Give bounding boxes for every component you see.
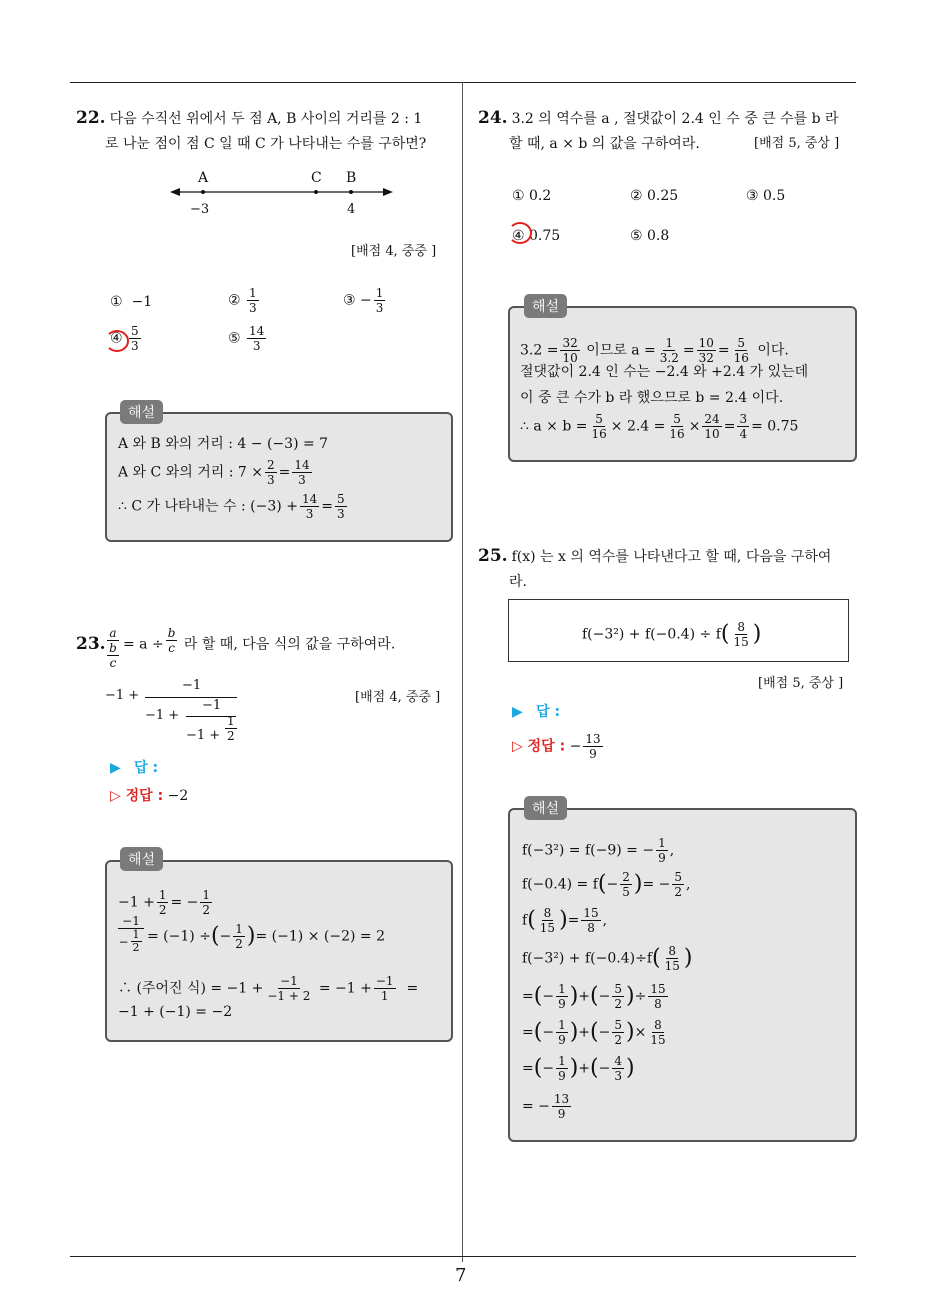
tick-b-label: 4: [347, 202, 356, 217]
q24-sol-line2: 절댓값이 2.4 인 수는 −2.4 와 +2.4 가 있는데: [520, 364, 809, 380]
q22-answer-circle-mark: [105, 330, 129, 352]
q24-sol-line1: 3.2 = $\frac{32}{10}$ 이므로 a = $\frac{1}{3.2}$ = $\frac{10}{32}$ = $\frac{5}{16}$ 이다.: [520, 336, 789, 365]
q23-sol-line2: = (−1) ÷(− $\frac{1}{2}$ )= (−1) × (−2) = 2: [147, 922, 385, 951]
q24-sol-line3: 이 중 큰 수가 b 라 했으므로 b = 2.4 이다.: [520, 390, 784, 406]
q24-answer-circle-mark: [508, 222, 532, 244]
q25-sol-line5: =(− $\frac{1}{9}$ )+(− $\frac{5}{2}$ )÷ $\frac{15}{8}$: [522, 982, 666, 1011]
q22-choice-2[interactable]: ② $\frac{1}{3}$: [228, 286, 257, 315]
point-a-label: A: [198, 170, 209, 186]
q24-choice-2[interactable]: ② 0.25: [630, 188, 679, 204]
q24-choice-4[interactable]: ④ 0.75: [512, 228, 561, 244]
q25-score: [배점 5, 중상 ]: [758, 676, 844, 691]
q23-answer-row[interactable]: ▶ 답 :: [110, 760, 159, 776]
q22-choice-4[interactable]: ④ $\frac{5}{3}$: [110, 324, 139, 353]
q24-choice-1[interactable]: ① 0.2: [512, 188, 552, 204]
point-c-dot: [314, 190, 318, 194]
top-rule: [70, 82, 856, 83]
q22-sol-line1: A 와 B 와의 거리 : 4 − (−3) = 7: [118, 436, 329, 452]
q22-line1: [76, 108, 422, 129]
number-line-left-arrow: [170, 188, 180, 196]
q25-sol-line8: = − $\frac{13}{9}$: [522, 1092, 570, 1121]
q24-sol-line4: ∴ a × b = $\frac{5}{16}$ × 2.4 = $\frac{5}{16}$ × $\frac{24}{10}$ = $\frac{3}{4}$ = 0.75: [520, 412, 799, 441]
q23-expr-n1: −1: [182, 678, 202, 693]
q22-line2: 로 나눈 점이 점 C 일 때 C 가 나타내는 수를 구하면?: [105, 136, 427, 152]
q25-expression: f(−3²) + f(−0.4) ÷ f( $\frac{8}{15}$ ): [582, 620, 762, 649]
q23-expr-frac3: $\frac{1}{2}$: [227, 714, 235, 743]
q25-sol-line3: f( $\frac{8}{15}$ )= $\frac{15}{8}$ ,: [522, 906, 608, 935]
page-number: 7: [455, 1265, 467, 1286]
q25-sol-line1: f(−3²) = f(−9) = − $\frac{1}{9}$ ,: [522, 836, 675, 865]
q24-solution-tag: 해설: [524, 294, 567, 318]
number-line-right-arrow: [383, 188, 393, 196]
q22-sol-line2: A 와 C 와의 거리 : 7 × $\frac{2}{3}$ = $\frac{14}{3}$: [118, 458, 310, 487]
q23-expr-n2: −1: [202, 698, 222, 713]
q22-score: [배점 4, 중중 ]: [351, 244, 437, 259]
q23-expr-bar1: [145, 697, 237, 698]
q23-sol-nested-fraction: −1 − $\frac{1}{2}$: [118, 914, 144, 954]
column-divider: [462, 82, 463, 1262]
q22-choice-1[interactable]: ① −1: [110, 294, 153, 310]
q22-number: 22.: [76, 108, 106, 128]
q24-line2: 할 때, a × b 의 값을 구하여라.: [509, 136, 700, 152]
q23-score: [배점 4, 중중 ]: [355, 690, 441, 705]
point-b-label: B: [346, 170, 357, 186]
q23-number: 23.: [76, 634, 106, 654]
q23-sol-line4: −1 + (−1) = −2: [118, 1004, 233, 1020]
point-c-label: C: [311, 170, 322, 186]
q25-answer-row[interactable]: ▶ 답 :: [512, 704, 561, 720]
q23-sol-line1: −1 + $\frac{1}{2}$ = − $\frac{1}{2}$: [118, 888, 211, 917]
tick-a-label: −3: [190, 202, 210, 217]
q22-text1: 다음 수직선 위에서 두 점 A, B 사이의 거리를 2 : 1: [109, 111, 423, 127]
q23-correct-row: ▷ 정답 : −2: [110, 788, 189, 804]
q25-line1: 25. f(x) 는 x 의 역수를 나타낸다고 할 때, 다음을 구하여: [478, 546, 832, 566]
point-b-dot: [349, 190, 353, 194]
q23-compound-fraction: a b c: [107, 626, 119, 670]
point-a-dot: [201, 190, 205, 194]
q23-expr-a: −1 +: [105, 688, 140, 703]
q25-number: 25.: [478, 546, 508, 566]
q23-equation: = a ÷ $\frac{b}{c}$ 라 할 때, 다음 식의 값을 구하여라.: [123, 626, 396, 655]
q25-correct-row: ▷ 정답 : − $\frac{13}{9}$: [512, 732, 601, 761]
q25-solution-tag: 해설: [524, 796, 567, 820]
q24-line1: 24. 3.2 의 역수를 a , 절댓값이 2.4 인 수 중 큰 수를 b 라: [478, 108, 839, 128]
q24-choice-3[interactable]: ③ 0.5: [746, 188, 786, 204]
q25-sol-line7: =(− $\frac{1}{9}$ )+(− $\frac{4}{3}$ ): [522, 1054, 635, 1083]
q22-choice-5[interactable]: ⑤ $\frac{14}{3}$: [228, 324, 265, 353]
q25-sol-line6: =(− $\frac{1}{9}$ )+(− $\frac{5}{2}$ )× $\frac{8}{15}$: [522, 1018, 666, 1047]
bottom-rule: [70, 1256, 856, 1257]
q24-score: [배점 5, 중상 ]: [754, 136, 840, 151]
q22-choice-3[interactable]: ③ − $\frac{1}{3}$: [343, 286, 384, 315]
q23-expr-b: −1 +: [145, 708, 180, 723]
q22-solution-tag: 해설: [120, 400, 163, 424]
q24-choice-5[interactable]: ⑤ 0.8: [630, 228, 670, 244]
q23-solution-tag: 해설: [120, 847, 163, 871]
q23-expr-c: −1 +: [186, 728, 221, 743]
q22-sol-line3: ∴ C 가 나타내는 수 : (−3) + $\frac{14}{3}$ = $\frac{5}{3}$: [118, 492, 345, 521]
q23-sol-line3: ∴ (주어진 식) = −1 + $\frac{-1}{-1 + 2}$ = −1 + $\frac{-1}{1}$ =: [118, 974, 419, 1003]
q25-sol-line2: f(−0.4) = f(− $\frac{2}{5}$ )= − $\frac{5}{2}$ ,: [522, 870, 691, 899]
q25-sol-line4: f(−3²) + f(−0.4)÷f( $\frac{8}{15}$ ): [522, 944, 693, 973]
q25-line2: 라.: [509, 574, 527, 590]
q24-number: 24.: [478, 108, 508, 128]
